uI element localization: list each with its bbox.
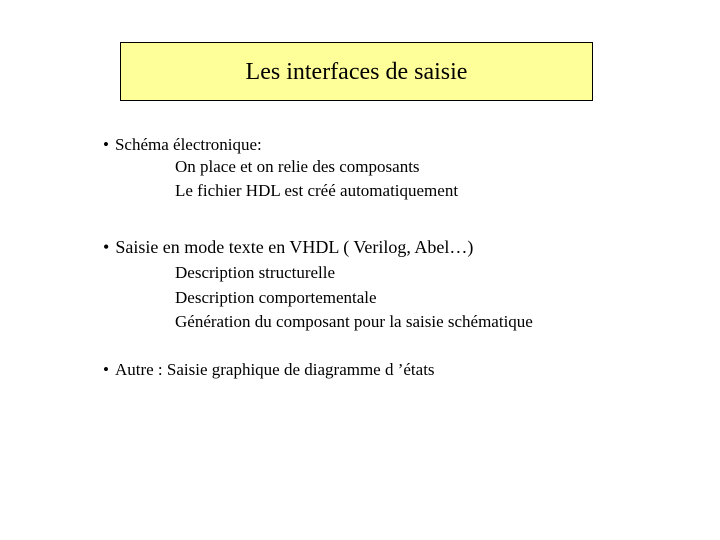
bullet-icon: • <box>103 360 109 379</box>
bullet-label: Autre : Saisie graphique de diagramme d ’états <box>114 360 435 379</box>
bullet-label: Saisie en mode texte en VHDL ( Verilog, Abel…) <box>115 237 474 257</box>
title-box <box>120 42 593 101</box>
sub-item: Description structurelle <box>175 263 336 282</box>
sub-item: Génération du composant pour la saisie schématique <box>175 312 533 331</box>
slide-title: Les interfaces de saisie <box>245 58 468 85</box>
sub-item: Le fichier HDL est créé automatiquement <box>175 181 459 200</box>
sub-item: On place et on relie des composants <box>175 157 420 176</box>
bullet-saisie-texte <box>103 238 473 256</box>
bullet-label: Schéma électronique: <box>114 135 262 154</box>
sub-item: Description comportementale <box>175 288 377 307</box>
bullet-schema <box>103 136 262 153</box>
bullet-icon: • <box>103 237 110 257</box>
bullet-autre <box>103 361 435 378</box>
bullet-icon: • <box>103 135 109 154</box>
